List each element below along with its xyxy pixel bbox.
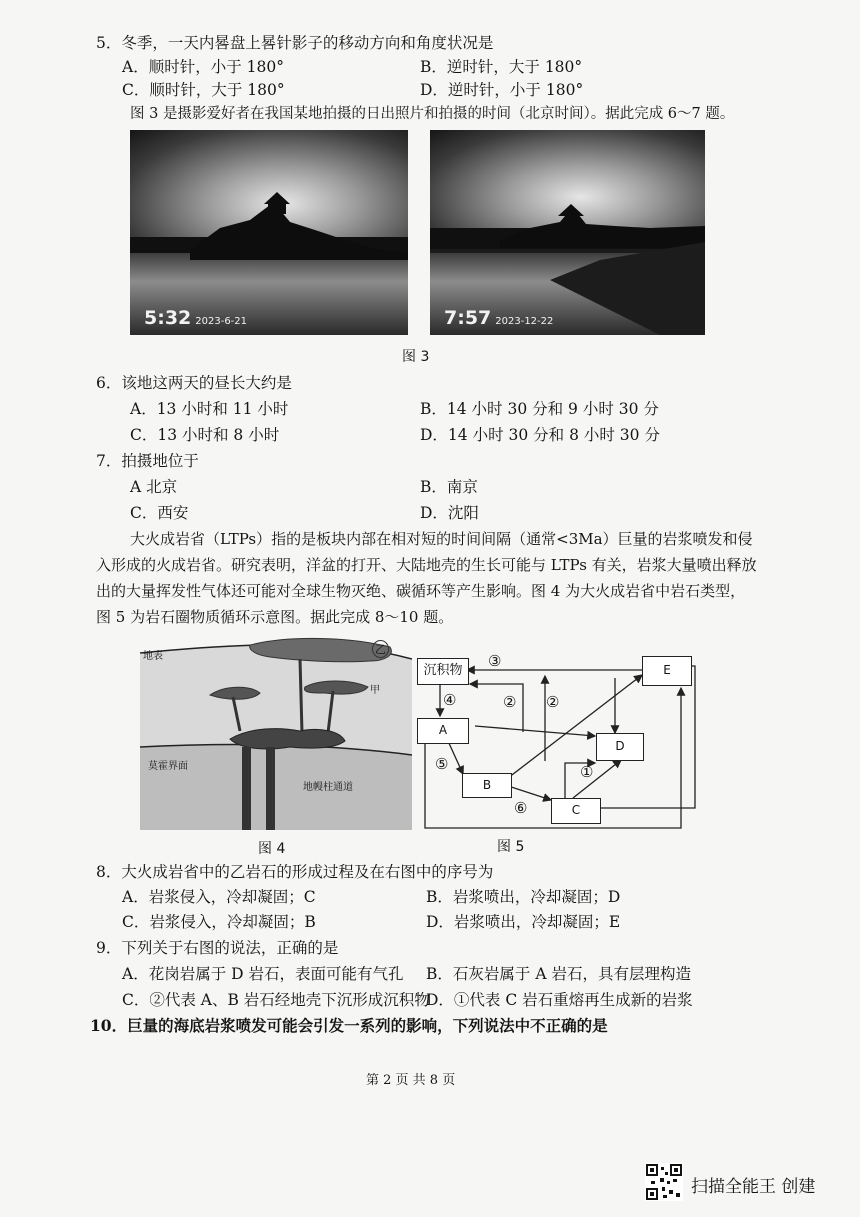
arrow-label-4: ④	[443, 691, 457, 709]
passage-line-1: 大火成岩省（LTPs）指的是板块内部在相对短的时间间隔（通常<3Ma）巨量的岩浆喷发和侵	[130, 530, 753, 548]
arrow-label-1: ①	[580, 763, 594, 781]
fig3-caption: 图 3	[402, 349, 430, 365]
q7-option-c: C．西安	[130, 504, 189, 522]
q5-stem: 5．冬季，一天内晷盘上晷针影子的移动方向和角度状况是	[96, 34, 494, 52]
node-b: B	[462, 773, 512, 798]
q7-stem: 7．拍摄地位于	[96, 452, 199, 470]
q10-stem: 10．巨量的海底岩浆喷发可能会引发一系列的影响，下列说法中不正确的是	[90, 1016, 608, 1035]
q8-stem: 8．大火成岩省中的乙岩石的形成过程及在右图中的序号为	[96, 863, 494, 881]
photo-date-winter: 2023-12-22	[495, 316, 554, 327]
arrow-label-5: ⑤	[435, 755, 449, 773]
q8-option-a: A．岩浆侵入，冷却凝固；C	[122, 888, 316, 906]
arrow-label-2a: ②	[503, 693, 517, 711]
photo-time-winter: 7:57	[444, 307, 492, 329]
q5-option-a: A．顺时针，小于 180°	[122, 58, 284, 76]
q9-option-b: B．石灰岩属于 A 岩石，具有层理构造	[426, 965, 691, 983]
label-mantle-plume: 地幔柱通道	[303, 782, 353, 793]
q6-option-b: B．14 小时 30 分和 9 小时 30 分	[420, 400, 659, 418]
sunrise-photo-summer	[130, 130, 408, 335]
passage-line-4: 图 5 为岩石圈物质循环示意图。据此完成 8～10 题。	[96, 608, 454, 626]
label-surface: 地表	[143, 651, 163, 662]
q9-option-a: A．花岗岩属于 D 岩石，表面可能有气孔	[122, 965, 404, 983]
arrow-label-6: ⑥	[514, 799, 528, 817]
q5-option-d: D．逆时针，小于 180°	[420, 81, 584, 99]
fig4-diagram	[140, 635, 412, 830]
q7-option-b: B．南京	[420, 478, 478, 496]
label-jia: 甲	[370, 685, 380, 696]
q8-option-c: C．岩浆侵入，冷却凝固；B	[122, 913, 316, 931]
photo-time-summer: 5:32	[144, 307, 192, 329]
fig4-caption: 图 4	[258, 841, 286, 857]
q8-option-b: B．岩浆喷出，冷却凝固；D	[426, 888, 621, 906]
label-moho: 莫霍界面	[148, 761, 188, 772]
page-number: 第 2 页 共 8 页	[366, 1073, 456, 1088]
q5-option-c: C．顺时针，大于 180°	[122, 81, 285, 99]
scanner-watermark: 扫描全能王 创建	[691, 1177, 816, 1197]
q9-option-c: C．②代表 A、B 岩石经地壳下沉形成沉积物	[122, 991, 430, 1009]
q5-option-b: B．逆时针，大于 180°	[420, 58, 583, 76]
q6-option-a: A．13 小时和 11 小时	[130, 400, 289, 418]
label-yi: 乙	[372, 640, 389, 658]
passage-line-3: 出的大量挥发性气体还可能对全球生物灭绝、碳循环等产生影响。图 4 为大火成岩省中岩石类型，	[96, 582, 746, 600]
q9-stem: 9．下列关于右图的说法，正确的是	[96, 939, 339, 957]
node-e: E	[642, 656, 692, 686]
q6-option-c: C．13 小时和 8 小时	[130, 426, 280, 444]
fig5-caption: 图 5	[497, 839, 525, 855]
node-a: A	[417, 718, 469, 744]
passage-line-2: 入形成的火成岩省。研究表明，洋盆的打开、大陆地壳的生长可能与 LTPs 有关，岩浆大量喷出释放	[96, 556, 757, 574]
node-sediment: 沉积物	[417, 658, 469, 685]
q6-stem: 6．该地这两天的昼长大约是	[96, 374, 292, 392]
q7-option-d: D．沈阳	[420, 504, 479, 522]
q8-option-d: D．岩浆喷出，冷却凝固；E	[426, 913, 621, 931]
node-c: C	[551, 798, 601, 824]
q6-option-d: D．14 小时 30 分和 8 小时 30 分	[420, 426, 660, 444]
q7-option-a: A 北京	[130, 478, 178, 496]
node-d: D	[596, 733, 644, 761]
qr-code-icon	[645, 1163, 683, 1201]
arrow-label-2b: ②	[546, 693, 560, 711]
arrow-label-3: ③	[488, 652, 502, 670]
q9-option-d: D．①代表 C 岩石重熔再生成新的岩浆	[426, 991, 693, 1009]
fig3-intro: 图 3 是摄影爱好者在我国某地拍摄的日出照片和拍摄的时间（北京时间）。据此完成 6～7 题。	[130, 106, 735, 122]
sunrise-photo-winter	[430, 130, 705, 335]
photo-date-summer: 2023-6-21	[195, 316, 248, 327]
